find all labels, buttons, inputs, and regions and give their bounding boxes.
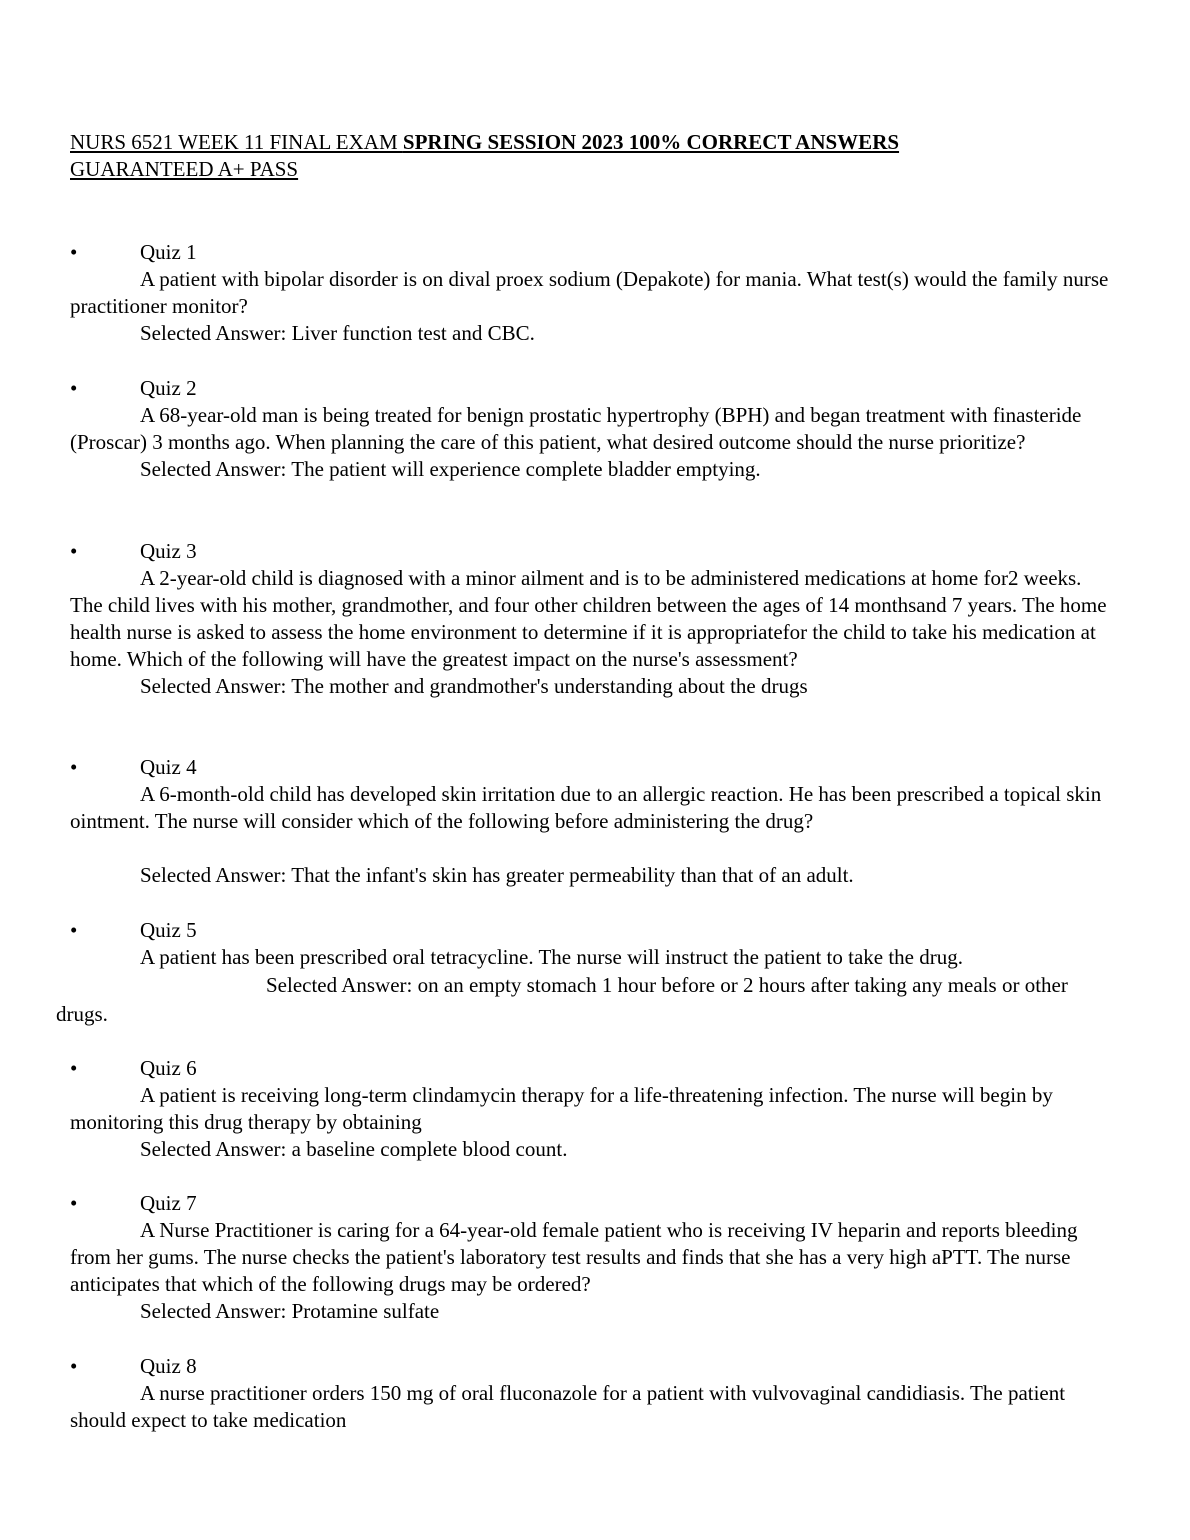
- bullet: •: [70, 1056, 78, 1080]
- title-bold: SPRING SESSION 2023 100% CORRECT ANSWERS: [402, 130, 900, 154]
- bullet: •: [70, 376, 78, 400]
- quiz-item: [70, 239, 1115, 347]
- quiz-answer: Selected Answer: That the infant's skin has greater permeability than that of an adult.: [140, 863, 854, 887]
- quiz-label: Quiz 2: [140, 376, 197, 400]
- quiz-label: Quiz 8: [140, 1354, 197, 1378]
- quiz-label: Quiz 3: [140, 539, 197, 563]
- quiz-answer: Selected Answer: The patient will experience complete bladder emptying.: [140, 457, 761, 481]
- quiz-question: A patient is receiving long-term clindamycin therapy for a life-threatening infection. The nurse will begin by monitoring this drug therapy by obtaining: [70, 1083, 1053, 1134]
- title-normal: NURS 6521 WEEK 11 FINAL EXAM: [70, 130, 403, 154]
- quiz-answer: Selected Answer: Liver function test and CBC.: [140, 321, 535, 345]
- quiz-item: [70, 754, 1115, 889]
- bullet: •: [70, 539, 78, 563]
- bullet: •: [70, 918, 78, 942]
- bullet: •: [70, 755, 78, 779]
- document-title: [70, 129, 1130, 183]
- quiz-label: Quiz 1: [140, 240, 197, 264]
- quiz-label: Quiz 7: [140, 1191, 197, 1215]
- quiz-answer: Selected Answer: a baseline complete blood count.: [140, 1137, 568, 1161]
- bullet: •: [70, 1354, 78, 1378]
- quiz-question: A patient with bipolar disorder is on dival proex sodium (Depakote) for mania. What test(s) would the family nurse practitioner monitor?: [70, 267, 1109, 318]
- quiz-item: [70, 538, 1115, 700]
- quiz-item: [70, 1190, 1115, 1325]
- bullet: •: [70, 1191, 78, 1215]
- quiz-question: A nurse practitioner orders 150 mg of oral fluconazole for a patient with vulvovaginal candidiasis. The patient should expect to take medication: [70, 1381, 1066, 1432]
- quiz-item: [56, 917, 1115, 1029]
- title-line2: GUARANTEED A+ PASS: [70, 157, 299, 181]
- quiz-answer: Selected Answer: on an empty stomach 1 hour before or 2 hours after taking any meals or other drugs.: [56, 973, 1068, 1026]
- quiz-item: [70, 1353, 1115, 1434]
- quiz-item: [70, 375, 1115, 483]
- quiz-question: A 6-month-old child has developed skin irritation due to an allergic reaction. He has been prescribed a topical skin ointment. The nurse will consider which of the following before administering the drug?: [70, 782, 1102, 833]
- quiz-answer: Selected Answer: Protamine sulfate: [140, 1299, 440, 1323]
- quiz-question: A Nurse Practitioner is caring for a 64-year-old female patient who is receiving IV heparin and reports bleeding from her gums. The nurse checks the patient's laboratory test results and finds that she has a very high aPTT. The nurse anticipates that which of the following drugs may be ordered?: [70, 1218, 1078, 1296]
- quiz-label: Quiz 6: [140, 1056, 197, 1080]
- quiz-answer: Selected Answer: The mother and grandmother's understanding about the drugs: [140, 674, 808, 698]
- quiz-question: A patient has been prescribed oral tetracycline. The nurse will instruct the patient to take the drug.: [140, 945, 963, 969]
- quiz-question: A 68-year-old man is being treated for benign prostatic hypertrophy (BPH) and began treatment with finasteride (Proscar) 3 months ago. When planning the care of this patient, what desired outcome should the nurse prioritize?: [70, 403, 1082, 454]
- quiz-label: Quiz 5: [140, 918, 197, 942]
- quiz-question: A 2-year-old child is diagnosed with a minor ailment and is to be administered medications at home for2 weeks. The child lives with his mother, grandmother, and four other children between the ages of 14 monthsand 7 years. The home health nurse is asked to assess the home environment to determine if it is appropriatefor the child to take his medication at home. Which of the following will have the greatest impact on the nurse's assessment?: [70, 566, 1107, 671]
- bullet: •: [70, 240, 78, 264]
- quiz-label: Quiz 4: [140, 755, 197, 779]
- quiz-item: [70, 1055, 1115, 1163]
